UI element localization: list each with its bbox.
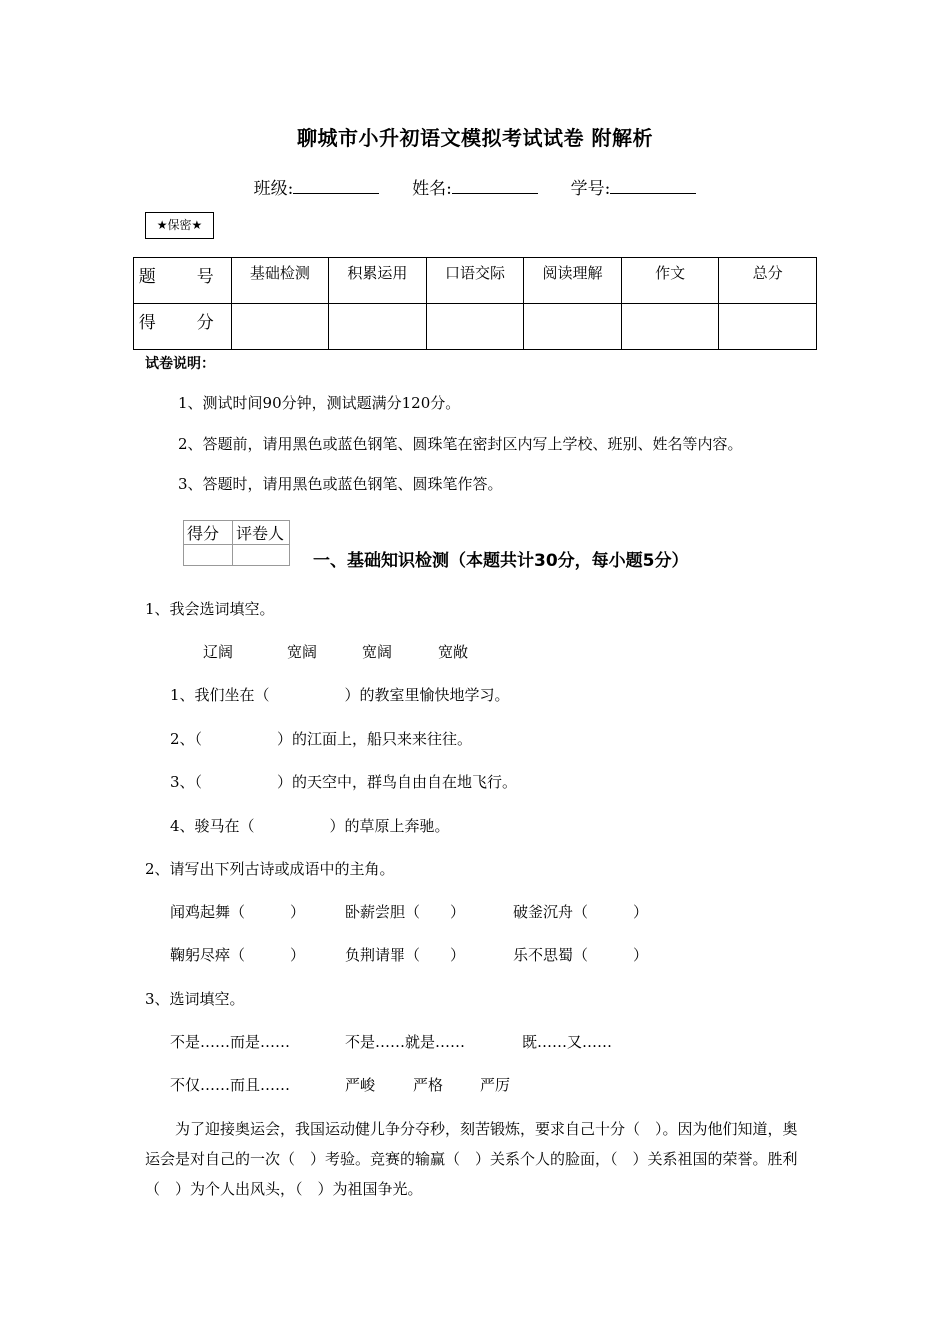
name-label: 姓名: [412, 179, 452, 199]
score-header-cell: 总分 [719, 258, 817, 304]
score-header-cell: 作文 [621, 258, 719, 304]
conjunction-option: 既……又…… [522, 1033, 613, 1051]
idiom-item: 卧薪尝胆（ ） [345, 903, 466, 921]
class-blank[interactable] [293, 177, 379, 194]
fill-blank-item: 1、我们坐在（ ）的教室里愉快地学习。 [170, 686, 510, 704]
word-option: 宽敞 [438, 643, 469, 661]
question-3-paragraph: 为了迎接奥运会，我国运动健儿争分夺秒，刻苦锻炼，要求自己十分（ ）。因为他们知道，奥运会是对自己的一次（ ）考验。竞赛的输赢（ ）关系个人的脸面，（ ）关系祖国的荣誉。胜利（ ）为个人出风头，（ ）为祖国争光。 [145, 1120, 798, 1198]
fill-blank-item: 4、骏马在（ ）的草原上奔驰。 [170, 817, 450, 835]
grader-score-label: 得分 [184, 521, 233, 545]
word-option: 严峻 [345, 1076, 376, 1094]
score-header-cell: 题 号 [134, 258, 232, 304]
section-title: 一、基础知识检测（本题共计30分，每小题5分） [313, 551, 689, 571]
conjunction-option: 不是……而是…… [170, 1033, 291, 1051]
page-title: 聊城市小升初语文模拟考试试卷 附解析 [297, 126, 653, 150]
question-3-prompt: 3、选词填空。 [145, 990, 245, 1008]
question-2-prompt: 2、请写出下列古诗或成语中的主角。 [145, 860, 395, 878]
note-item: 3、答题时，请用黑色或蓝色钢笔、圆珠笔作答。 [178, 475, 503, 493]
word-option: 宽阔 [287, 643, 318, 661]
student-id-blank[interactable] [610, 177, 696, 194]
word-option: 宽阔 [362, 643, 393, 661]
score-header-cell: 基础检测 [231, 258, 329, 304]
idiom-item: 闻鸡起舞（ ） [170, 903, 306, 921]
conjunction-option: 不仅……而且…… [170, 1076, 291, 1094]
confidential-badge: ★保密★ [145, 212, 214, 239]
word-option: 严格 [413, 1076, 444, 1094]
fill-blank-item: 3、（ ）的天空中，群鸟自由自在地飞行。 [170, 773, 518, 791]
idiom-item: 负荆请罪（ ） [345, 946, 466, 964]
score-cell[interactable] [329, 304, 427, 350]
notes-heading: 试卷说明： [145, 356, 215, 372]
grader-box [183, 520, 290, 566]
score-header-cell: 口语交际 [426, 258, 524, 304]
name-blank[interactable] [452, 177, 538, 194]
score-cell[interactable] [719, 304, 817, 350]
score-cell[interactable] [231, 304, 329, 350]
idiom-item: 乐不思蜀（ ） [513, 946, 649, 964]
score-table-header-row [134, 258, 817, 304]
note-item: 2、答题前，请用黑色或蓝色钢笔、圆珠笔在密封区内写上学校、班别、姓名等内容。 [178, 435, 743, 453]
score-table [133, 257, 817, 350]
score-header-cell: 积累运用 [329, 258, 427, 304]
score-row-label: 得 分 [134, 304, 232, 350]
score-cell[interactable] [524, 304, 622, 350]
score-header-cell: 阅读理解 [524, 258, 622, 304]
score-cell[interactable] [426, 304, 524, 350]
grader-score-cell[interactable] [184, 545, 233, 566]
class-label: 班级: [253, 179, 294, 199]
idiom-item: 破釜沉舟（ ） [513, 903, 649, 921]
student-id-label: 学号: [570, 179, 611, 199]
fill-blank-item: 2、（ ）的江面上，船只来来往往。 [170, 730, 473, 748]
word-option: 辽阔 [203, 643, 234, 661]
idiom-item: 鞠躬尽瘁（ ） [170, 946, 306, 964]
word-option: 严厉 [480, 1076, 511, 1094]
note-item: 1、测试时间90分钟，测试题满分120分。 [178, 394, 461, 412]
grader-name-label: 评卷人 [233, 521, 290, 545]
question-1-prompt: 1、我会选词填空。 [145, 600, 275, 618]
score-table-score-row [134, 304, 817, 350]
student-info-line [0, 174, 950, 199]
grader-name-cell[interactable] [233, 545, 290, 566]
score-cell[interactable] [621, 304, 719, 350]
conjunction-option: 不是……就是…… [345, 1033, 466, 1051]
